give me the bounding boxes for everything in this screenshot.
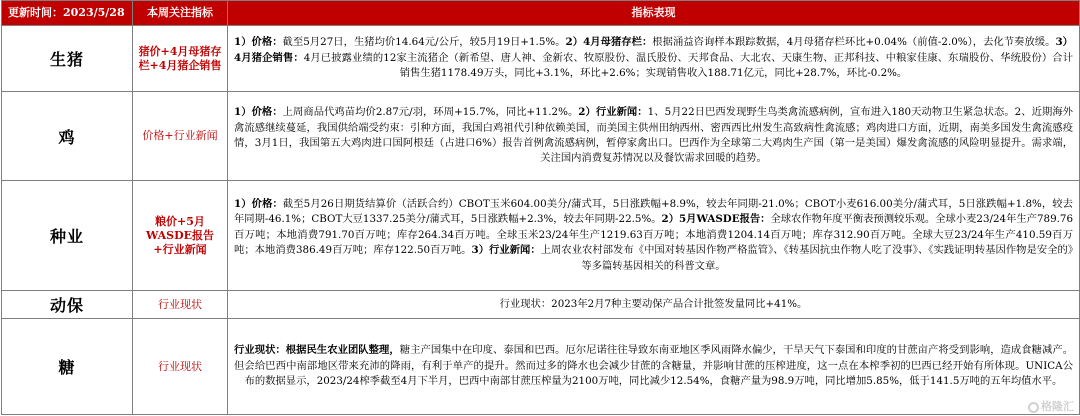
segment-text: 截至5月26日期货结算价（活跃合约）CBOT玉米604.00美分/蒲式耳，5日涨跌幅+8.9%，较去年同期-21.0%；CBOT小麦616.00美分/蒲式耳，5日涨跌幅+1.8%，较去年同期-46.1%；CBOT大豆1337.25美分/蒲式耳，5日涨跌幅+2.3%，较去年同期-22.5%。	[234, 197, 1073, 226]
sector-name: 糖	[2, 319, 133, 415]
segment-heading: 1）价格：	[234, 197, 283, 210]
segment-heading: 2）4月母猪存栏：	[565, 36, 653, 49]
segment-text: 根据涌益咨询样本跟踪数据，4月母猪存栏环比+0.04%（前值-2.0%），去化节奏放缓。	[652, 36, 1056, 49]
indicator-performance	[228, 26, 1080, 92]
segment-heading: 2）行业新闻：	[578, 106, 648, 119]
segment-text: 糖主产国集中在印度、泰国和巴西。厄尔尼诺往往导致东南亚地区季风雨降水偏少，干旱天气下泰国和印度的甘蔗亩产将受到影响，造成食糖减产。但会给巴西中南部地区带来充沛的降雨，有利于单产的提升。然而过多的降水也会减少甘蔗的含糖量，并影响甘蔗的压榨进度，这一点在本榨季初的巴西已经开始有所体现。UNICA公布的数据显示，2023/24榨季截至4月下半月，巴西中南部甘蔗压榨量为2100万吨，同比减少12.54%，食糖产量为98.9万吨，同比增加5.85%，低于141.5万吨的五年均值水平。	[234, 344, 1074, 388]
focus-column-header: 本周关注指标	[133, 1, 228, 26]
table-row-animal-health	[2, 291, 1080, 319]
sector-name: 鸡	[2, 92, 133, 181]
indicator-performance	[228, 291, 1080, 319]
segment-text: 上周商品代鸡苗均价2.87元/羽，环周+15.7%，同比+11.2%。	[282, 106, 579, 119]
segment-heading: 3）行业新闻：	[471, 244, 541, 257]
sector-name: 种业	[2, 181, 133, 291]
segment-text: 全球农作物年度平衡表预测较乐观。全球小麦23/24年生产789.76百万吨；本地消费791.70百万吨；库存264.34百万吨。全球玉米23/24年生产1219.63百万吨；本地消费1204.14百万吨；库存312.90百万吨。全球大豆23/24年生产410.59百万吨；本地消费386.49百万吨；库存122.50百万吨。	[234, 213, 1073, 257]
segment-text: 4月已披露业绩的12家主流猪企（新希望、唐人神、金新农、牧原股份、温氏股份、天邦食品、大北农、天康生物、正邦科技、中粮家佳康、东瑞股份、华统股份）合计销售生猪1178.49万头，同比+3.1%，环比+2.6%；实现销售收入188.71亿元，同比+28.7%，环比-0.2%。	[303, 51, 1073, 80]
segment-heading: 行业现状：根据民生农业团队整理，	[234, 344, 400, 357]
watermark-text: 格隆汇	[1041, 400, 1074, 413]
update-time-header: 更新时间：2023/5/28	[2, 1, 133, 26]
indicator-table	[1, 0, 1080, 415]
table-row-sugar	[2, 319, 1080, 415]
segment-heading: 1）价格：	[234, 106, 283, 119]
header-row	[2, 1, 1080, 26]
focus-indicators: 粮价+5月WASDE报告+行业新闻	[133, 181, 228, 291]
focus-indicators: 价格+行业新闻	[133, 92, 228, 181]
table-row-chicken	[2, 92, 1080, 181]
watermark	[1028, 398, 1074, 414]
segment-heading: 2）5月WASDE报告：	[661, 213, 771, 226]
segment-heading: 3）4月猪企销售：	[234, 36, 1073, 64]
sector-name: 动保	[2, 291, 133, 319]
segment-text: 截至5月27日，生猪均价14.64元/公斤，较5月19日+1.5%。	[282, 36, 566, 49]
performance-column-header: 指标表现	[228, 1, 1080, 26]
segment-text: 上周农业农村部发布《中国对转基因作物严格监管》、《转基因抗虫作物人吃了没事》、《实践证明转基因作物是安全的》等多篇转基因相关的科普文章。	[540, 244, 1074, 272]
segment-heading: 1）价格：	[234, 36, 283, 49]
sector-name: 生猪	[2, 26, 133, 92]
indicator-performance	[228, 92, 1080, 181]
watermark-logo-icon	[1028, 402, 1039, 413]
focus-indicators: 行业现状	[133, 291, 228, 319]
table-row-hog	[2, 26, 1080, 92]
focus-indicators: 猪价+4月母猪存栏+4月猪企销售	[133, 26, 228, 92]
indicator-performance	[228, 181, 1080, 291]
segment-text: 1、5月22日巴西发现野生鸟类禽流感病例，宣布进入180天动物卫生紧急状态。2、近期海外禽流感继续蔓延，我国供给端受约束：引种方面，我国白鸡祖代引种依赖美国，而美国主供州田纳西州、密西西比州发生高致病性禽流感；鸡肉进口方面，近期，南美多国发生禽流感疫情，3月1日，我国第五大鸡肉进口国阿根廷（占进口6%）报告首例禽流感病例，暂停家禽出口。巴西作为全球第二大鸡肉生产国（第一是美国）爆发禽流感的风险明显提升。需求端，关注国内消费复苏情况以及餐饮需求回暖的趋势。	[234, 106, 1073, 165]
focus-indicators: 行业现状	[133, 319, 228, 415]
indicator-performance	[228, 319, 1080, 415]
table-row-seed	[2, 181, 1080, 291]
segment-text: 行业现状：2023年2月7种主要动保产品合计批签发量同比+41%。	[499, 297, 808, 310]
